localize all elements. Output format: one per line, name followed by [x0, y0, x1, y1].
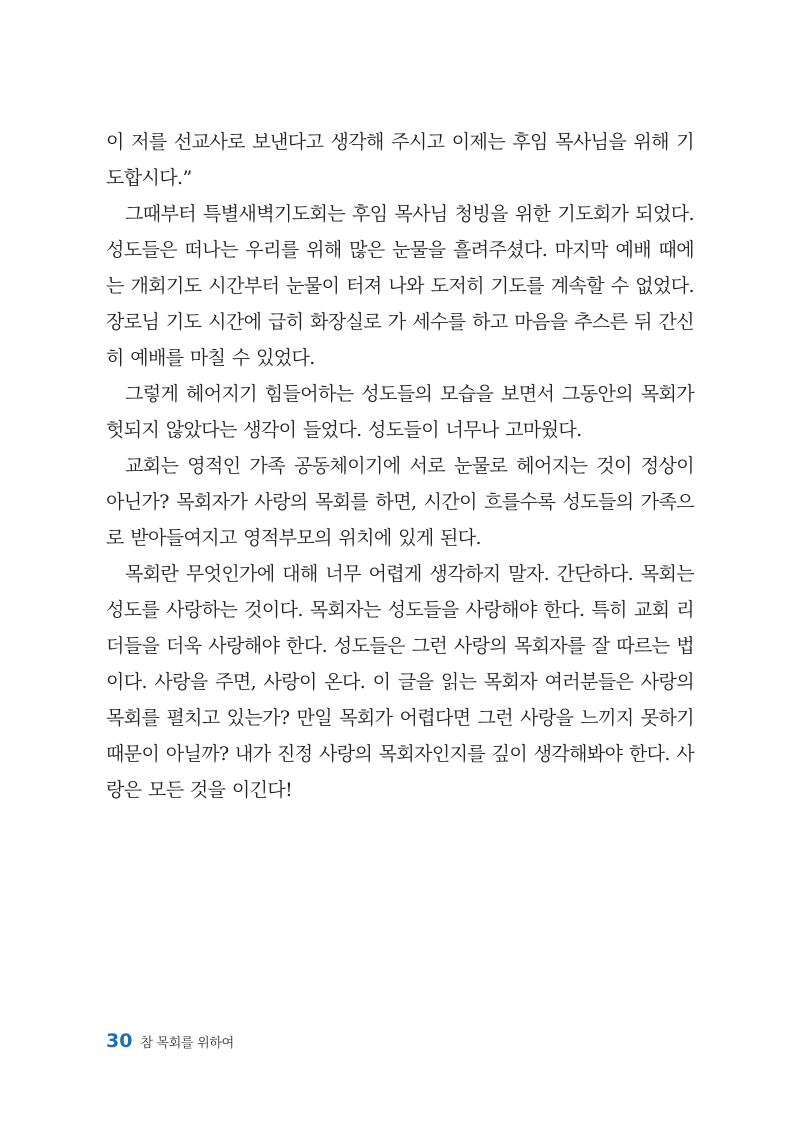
running-title: 참 목회를 위하여 [140, 1036, 234, 1051]
paragraph-continued: 이 저를 선교사로 보낸다고 생각해 주시고 이제는 후임 목사님을 위해 기도합시다.” [106, 131, 694, 189]
paragraph-spiritual-family: 교회는 영적인 가족 공동체이기에 서로 눈물로 헤어지는 것이 정상이 아닌가? 목회자가 사랑의 목회를 하면, 시간이 흐를수록 성도들의 가족으로 받아들여지고 영적부모의 위치에 있게 된다. [106, 455, 694, 549]
body-text [106, 124, 694, 808]
paragraph-farewell: 그렇게 헤어지기 힘들어하는 성도들의 모습을 보면서 그동안의 목회가 헛되지 않았다는 생각이 들었다. 성도들이 너무나 고마웠다. [106, 383, 694, 441]
paragraph-what-is-ministry: 목회란 무엇인가에 대해 너무 어렵게 생각하지 말자. 간단하다. 목회는 성도를 사랑하는 것이다. 목회자는 성도들을 사랑해야 한다. 특히 교회 리더들을 더욱 사랑해야 한다. 성도들은 그런 사랑의 목회자를 잘 따르는 법이다. 사랑을 주면, 사랑이 온다. 이 글을 읽는 목회자 여러분들은 사랑의 목회를 펼치고 있는가? 만일 목회가 어렵다면 그런 사랑을 느끼지 못하기 때문이 아닐까? 내가 진정 사랑의 목회자인지를 깊이 생각해봐야 한다. 사랑은 모든 것을 이긴다! [106, 563, 694, 801]
page-footer [106, 1030, 234, 1058]
page-number: 30 [106, 1030, 133, 1052]
paragraph-special-prayer: 그때부터 특별새벽기도회는 후임 목사님 청빙을 위한 기도회가 되었다. 성도들은 떠나는 우리를 위해 많은 눈물을 흘려주셨다. 마지막 예배 때에는 개회기도 시간부터 눈물이 터져 나와 도저히 기도를 계속할 수 없었다. 장로님 기도 시간에 급히 화장실로 가 세수를 하고 마음을 추스른 뒤 간신히 예배를 마칠 수 있었다. [106, 203, 694, 369]
